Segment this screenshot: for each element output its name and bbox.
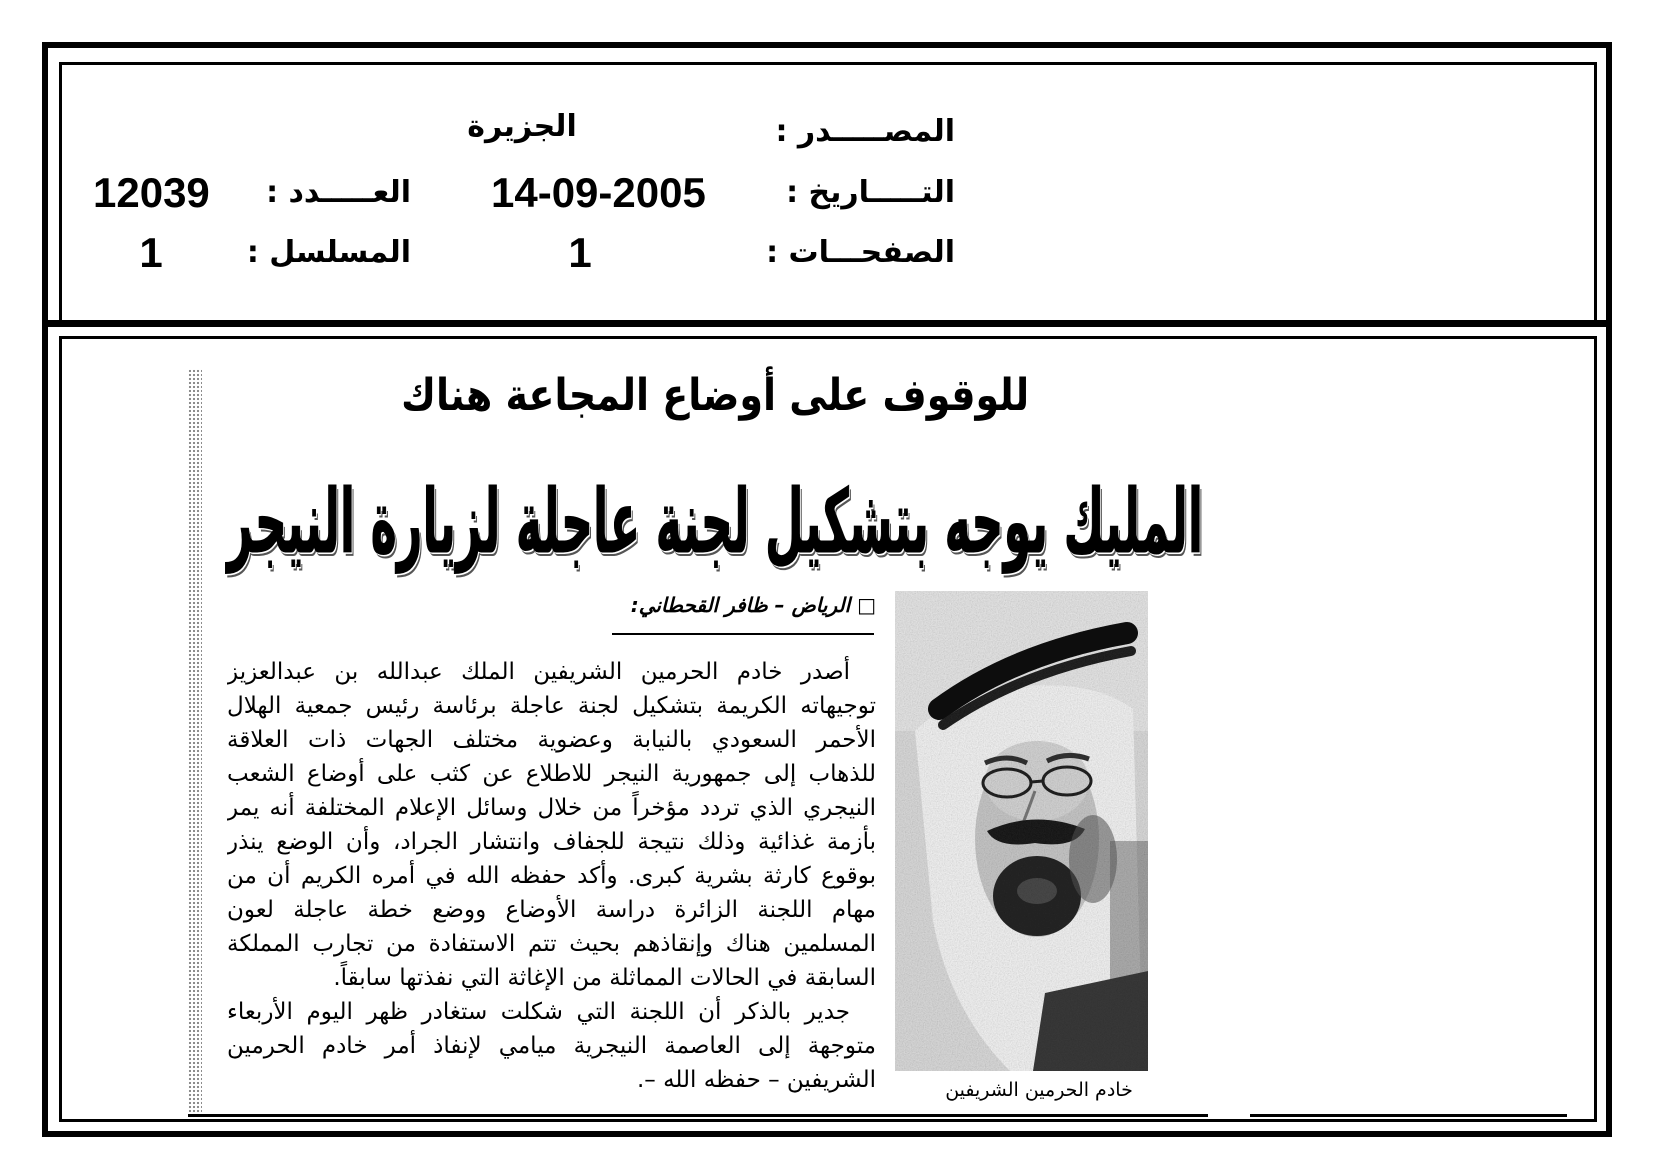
body-line: بأزمة غذائية وذلك نتيجة للجفاف وانتشار الجراد، وأن الوضع ينذر [227, 829, 876, 855]
article-kicker-text: للوقوف على أوضاع المجاعة هناك [401, 370, 1029, 421]
source-value: الجزيرة [467, 109, 577, 144]
pages-value: 1 [568, 229, 592, 276]
body-line: النيجري الذي تردد مؤخراً من خلال وسائل الإعلام المختلفة أنه يمر [227, 795, 876, 821]
article-byline: □ الرياض – ظافر القحطاني: [630, 593, 876, 617]
article-headline-text: المليك يوجه بتشكيل لجنة عاجلة لزيارة النيجر [227, 470, 1204, 573]
bottom-rule-left [188, 1114, 1208, 1117]
body-line: للذهاب إلى جمهورية النيجر للاطلاع عن كثب على أوضاع الشعب [227, 761, 876, 787]
body-line: أصدر خادم الحرمين الشريفين الملك عبدالله بن عبدالعزيز [227, 659, 850, 685]
issue-value: 12039 [93, 169, 210, 216]
photo-caption: خادم الحرمين الشريفين [945, 1079, 1133, 1101]
body-line: جدير بالذكر أن اللجنة التي شكلت ستغادر ظهر اليوم الأربعاء [227, 999, 850, 1025]
pages-label: الصفحـــات : [766, 235, 955, 270]
body-line: متوجهة إلى العاصمة النيجرية ميامي لإنفاذ أمر خادم الحرمين [227, 1033, 876, 1059]
body-line: المسلمين هناك وإنقاذهم بحيث تتم الاستفادة من تجارب المملكة [227, 931, 876, 957]
portrait-photo [895, 591, 1148, 1071]
serial-value: 1 [139, 229, 163, 276]
byline-rule [612, 633, 874, 635]
portrait-image [895, 591, 1148, 1071]
date-value: 14-09-2005 [491, 169, 706, 216]
article-kicker [401, 366, 1029, 426]
body-line: توجيهاته الكريمة بتشكيل لجنة عاجلة برئاسة رئيس جمعية الهلال [227, 693, 876, 719]
body-line: الأحمر السعودي بالنيابة وعضوية مختلف الجهات ذات العلاقة [227, 727, 876, 753]
article-body [227, 655, 876, 1097]
source-label: المصـــــدر : [775, 114, 955, 149]
body-line: مهام اللجنة الزائرة دراسة الأوضاع ووضع خطة عاجلة لعون [227, 897, 876, 923]
halftone-margin-strip [188, 369, 202, 1118]
serial-label: المسلسل : [246, 235, 411, 270]
date-label: التـــــاريخ : [786, 175, 955, 210]
body-line: بوقوع كارثة بشرية كبرى. وأكد حفظه الله في أمره الكريم أن من [227, 863, 876, 889]
bottom-rule-right [1250, 1114, 1567, 1117]
body-line: الشريفين – حفظه الله –. [636, 1067, 876, 1093]
article-headline [227, 462, 1203, 582]
frame-divider [42, 320, 1612, 327]
body-line: السابقة في الحالات المماثلة من الإغاثة التي نفذتها سابقاً. [333, 965, 876, 991]
issue-label: العـــــدد : [266, 175, 411, 210]
